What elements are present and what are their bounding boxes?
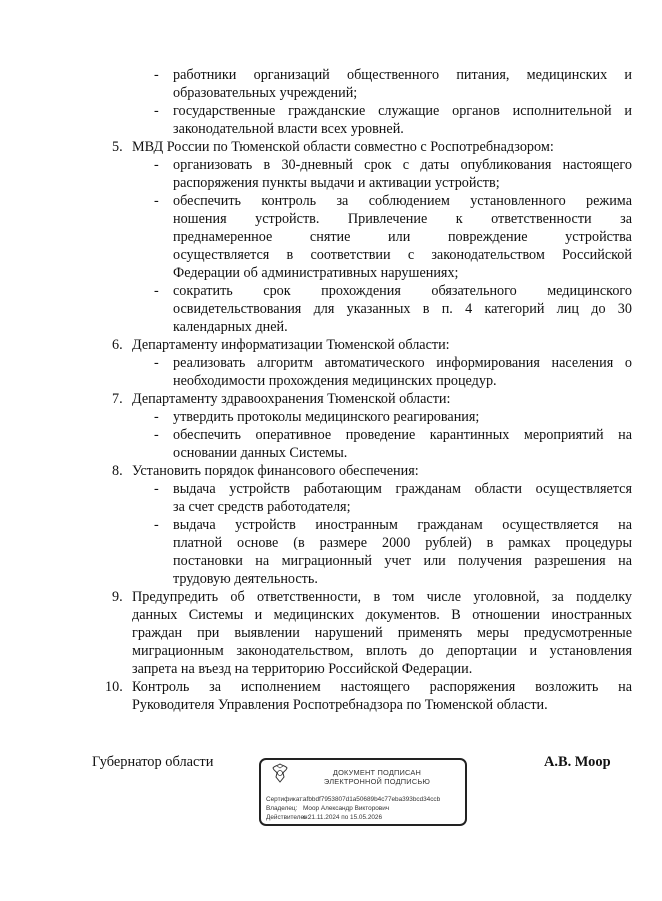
- text-line: Контроль за исполнением настоящего распоряжения возложить на: [132, 679, 632, 695]
- text-line: миграционным законодательством, вплоть до депортации и установления: [132, 643, 632, 659]
- text-line: Департаменту информатизации Тюменской области:: [132, 337, 450, 353]
- list-item-number: 5.: [112, 139, 123, 155]
- text-line: обеспечить контроль за соблюдением установленного режима: [173, 193, 632, 209]
- signatory-role: Губернатор области: [92, 754, 214, 770]
- text-line: утвердить протоколы медицинского реагирования;: [173, 409, 480, 425]
- text-line: данных Системы и медицинских документов. В отношении иностранных: [132, 607, 632, 623]
- text-line: распоряжения пункты выдачи и активации устройств;: [173, 175, 500, 191]
- text-line: образовательных учреждений;: [173, 85, 358, 101]
- list-bullet-dash: -: [154, 103, 159, 119]
- stamp-title-line2: ЭЛЕКТРОННОЙ ПОДПИСЬЮ: [323, 777, 431, 786]
- coat-of-arms-icon: [271, 763, 289, 783]
- text-line: календарных дней.: [173, 319, 288, 335]
- text-line: государственные гражданские служащие органов исполнительной и: [173, 103, 632, 119]
- text-line: сократить срок прохождения обязательного медицинского: [173, 283, 632, 299]
- list-bullet-dash: -: [154, 67, 159, 83]
- list-item-number: 9.: [112, 589, 123, 605]
- list-bullet-dash: -: [154, 517, 159, 533]
- text-line: постановки на миграционный учет или получения разрешения на: [173, 553, 632, 569]
- list-item-number: 8.: [112, 463, 123, 479]
- stamp-owner-row: [266, 805, 389, 813]
- text-line: реализовать алгоритм автоматического информирования населения о: [173, 355, 632, 371]
- stamp-title-line1: ДОКУМЕНТ ПОДПИСАН: [332, 768, 422, 777]
- certificate-value: afbbdf7953807d1a50689b4c77eba393bcd34ccb: [303, 796, 441, 803]
- text-line: осуществляется в соответствии с законодательством Российской: [173, 247, 632, 263]
- validity-value: с 21.11.2024 по 15.05.2026: [303, 814, 383, 821]
- certificate-label: Сертификат:: [266, 796, 304, 803]
- text-line: обеспечить оперативное проведение карантинных мероприятий на: [173, 427, 632, 443]
- text-line: Установить порядок финансового обеспечения:: [132, 463, 419, 479]
- text-line: запрета на въезд на территорию Российской Федерации.: [132, 661, 473, 677]
- list-item-number: 10.: [105, 679, 123, 695]
- text-line: Предупредить об ответственности, в том числе уголовной, за подделку: [132, 589, 632, 605]
- list-bullet-dash: -: [154, 193, 159, 209]
- list-bullet-dash: -: [154, 283, 159, 299]
- text-line: Федерации об административных нарушениях;: [173, 265, 459, 281]
- text-line: МВД России по Тюменской области совместно с Роспотребнадзором:: [132, 139, 554, 155]
- text-line: ношения устройств. Привлечение к ответственности за: [173, 211, 632, 227]
- text-line: основании данных Системы.: [173, 445, 348, 461]
- text-line: преднамеренное снятие или повреждение устройства: [173, 229, 632, 245]
- text-line: освидетельствования для указанных в п. 4 категорий лиц до 30: [173, 301, 632, 317]
- list-bullet-dash: -: [154, 355, 159, 371]
- text-line: трудовую деятельность.: [173, 571, 318, 587]
- list-bullet-dash: -: [154, 409, 159, 425]
- text-line: платной основе (в размере 2000 рублей) в рамках процедуры: [173, 535, 632, 551]
- stamp-certificate-row: [266, 796, 440, 804]
- stamp-validity-row: [266, 814, 382, 822]
- validity-label: Действителен:: [266, 814, 310, 821]
- list-bullet-dash: -: [154, 481, 159, 497]
- text-line: необходимости прохождения медицинских процедур.: [173, 373, 497, 389]
- list-bullet-dash: -: [154, 157, 159, 173]
- list-item-number: 6.: [112, 337, 123, 353]
- electronic-signature-stamp: [259, 758, 467, 826]
- owner-value: Моор Александр Викторович: [303, 805, 390, 812]
- text-line: граждан при выявлении нарушений применять меры предусмотренные: [132, 625, 632, 641]
- list-bullet-dash: -: [154, 427, 159, 443]
- text-line: за счет средств работодателя;: [173, 499, 351, 515]
- owner-label: Владелец:: [266, 805, 298, 812]
- text-line: законодательной власти всех уровней.: [173, 121, 404, 137]
- text-line: Руководителя Управления Роспотребнадзора по Тюменской области.: [132, 697, 548, 713]
- text-line: выдача устройств работающим гражданам области осуществляется: [173, 481, 632, 497]
- text-line: организовать в 30-дневный срок с даты опубликования настоящего: [173, 157, 632, 173]
- signatory-name: А.В. Моор: [544, 754, 611, 770]
- text-line: выдача устройств иностранным гражданам осуществляется на: [173, 517, 632, 533]
- text-line: Департаменту здравоохранения Тюменской области:: [132, 391, 451, 407]
- list-item-number: 7.: [112, 391, 123, 407]
- text-line: работники организаций общественного питания, медицинских и: [173, 67, 632, 83]
